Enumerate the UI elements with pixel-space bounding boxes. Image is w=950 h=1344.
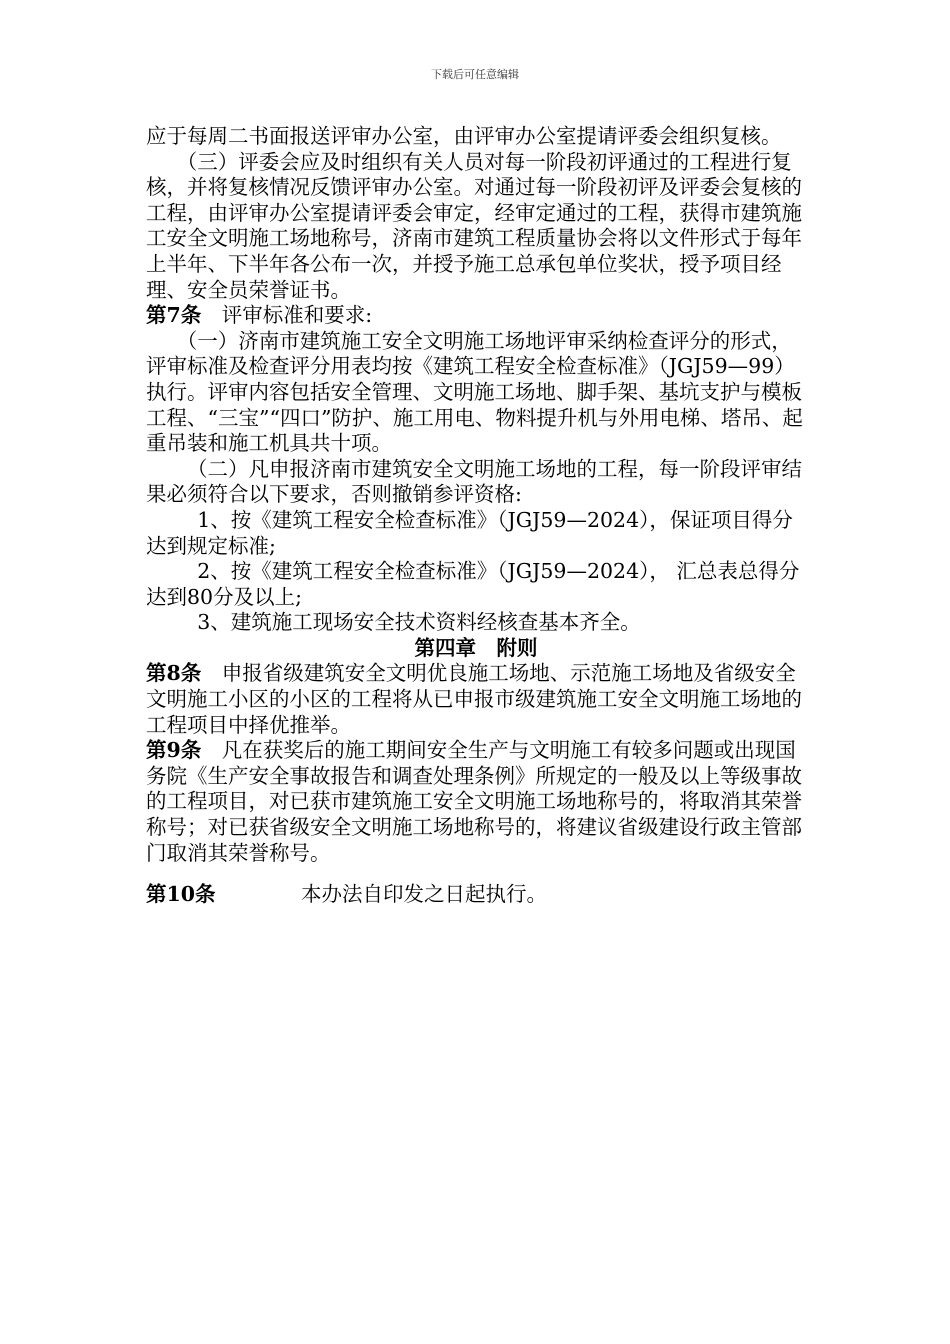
requirement-item-3: 3、建筑施工现场安全技术资料经核查基本齐全。 (197, 610, 641, 635)
article-9-label: 第9条 (146, 738, 202, 763)
article-7-title: 评审标准和要求: (201, 303, 373, 328)
article-8-label: 第8条 (146, 661, 202, 686)
paragraph-requirements: （二）凡申报济南市建筑安全文明施工场地的工程，每一阶段评审结果必须符合以下要求，否则撤销参评资格: (146, 456, 802, 507)
article-7-label: 第7条 (146, 303, 202, 328)
article-7-heading (146, 303, 806, 329)
paragraph-evaluation-standard: （一）济南市建筑施工安全文明施工场地评审采纳检查评分的形式，评审标准及检查评分用表均按《建筑工程安全检查标准》（JGJ59—99）执行。评审内容包括安全管理、文明施工场地、脚手架、基坑支护与模板工程、“三宝”“四口”防护、施工用电、物料提升机与外用电梯、塔吊、起重吊装和施工机具共十项。 (146, 328, 803, 456)
article-10-label: 第10条 (146, 882, 216, 907)
chapter-heading: 第四章 附则 (414, 635, 538, 660)
paragraph-review-process: （三）评委会应及时组织有关人员对每一阶段初评通过的工程进行复核，并将复核情况反馈评审办公室。对通过每一阶段初评及评委会复核的工程，由评审办公室提请评委会审定，经审定通过的工程，获得市建筑施工安全文明施工场地称号，济南市建筑工程质量协会将以文件形式于每年上半年、下半年各公布一次，并授予施工总承包单位奖状，授予项目经理、安全员荣誉证书。 (146, 149, 802, 302)
paragraph-continuation: 应于每周二书面报送评审办公室，由评审办公室提请评委会组织复核。 (146, 124, 782, 148)
page-header: 下载后可任意编辑 (431, 68, 519, 81)
article-10-text: 本办法自印发之日起执行。 (301, 882, 547, 907)
document-body (146, 124, 806, 908)
requirement-item-1: 1、按《建筑工程安全检查标准》（JGJ59—2024），保证项目得分达到规定标准; (146, 507, 793, 558)
requirement-item-2: 2、按《建筑工程安全检查标准》（JGJ59—2024）， 汇总表总得分达到80分及以上; (146, 559, 800, 609)
article-8-text: 申报省级建筑安全文明优良施工场地、示范施工场地及省级安全文明施工小区的小区的工程将从已申报市级建筑施工安全文明施工场地的工程项目中择优推举。 (146, 661, 802, 737)
article-9 (146, 738, 806, 866)
article-8 (146, 661, 806, 738)
article-10 (146, 882, 806, 908)
article-9-text: 凡在获奖后的施工期间安全生产与文明施工有较多问题或出现国务院《生产安全事故报告和调查处理条例》所规定的一般及以上等级事故的工程项目，对已获市建筑施工安全文明施工场地称号的，将取消其荣誉称号；对已获省级安全文明施工场地称号的，将建议省级建设行政主管部门取消其荣誉称号。 (146, 738, 802, 865)
